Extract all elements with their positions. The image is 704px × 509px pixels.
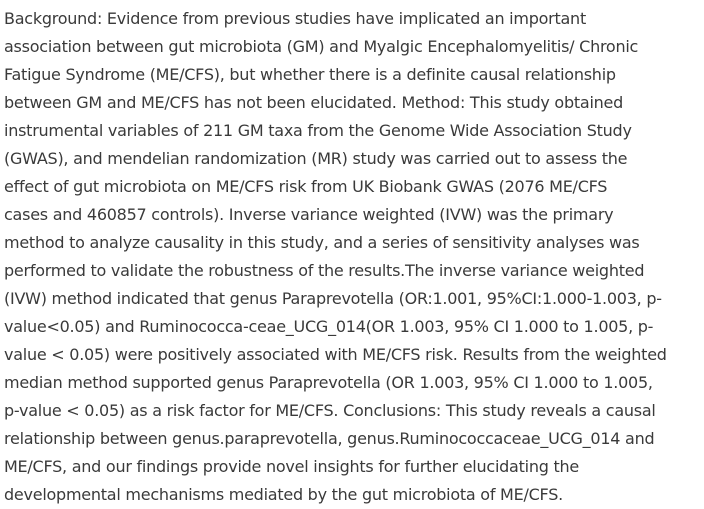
- abstract-line: value<0.05) and Ruminococca-ceae_UCG_014(OR 1.003, 95% CI 1.000 to 1.005, p-: [4, 317, 654, 336]
- abstract-line: association between gut microbiota (GM) and Myalgic Encephalomyelitis/ Chronic: [4, 37, 639, 56]
- abstract-line: performed to validate the robustness of the results.The inverse variance weighted: [4, 261, 645, 280]
- abstract-line: value < 0.05) were positively associated with ME/CFS risk. Results from the weighted: [4, 345, 667, 364]
- abstract-line: Background: Evidence from previous studies have implicated an important: [4, 9, 586, 28]
- abstract-line: (GWAS), and mendelian randomization (MR) study was carried out to assess the: [4, 149, 628, 168]
- abstract-line: median method supported genus Paraprevotella (OR 1.003, 95% CI 1.000 to 1.005,: [4, 373, 653, 392]
- abstract-text: [4, 5, 700, 509]
- abstract-line: cases and 460857 controls). Inverse variance weighted (IVW) was the primary: [4, 205, 614, 224]
- abstract-line: ME/CFS, and our findings provide novel insights for further elucidating the: [4, 457, 579, 476]
- abstract-line: method to analyze causality in this study, and a series of sensitivity analyses was: [4, 233, 640, 252]
- abstract-line: between GM and ME/CFS has not been elucidated. Method: This study obtained: [4, 93, 624, 112]
- abstract-line: relationship between genus.paraprevotella, genus.Ruminococcaceae_UCG_014 and: [4, 429, 655, 448]
- abstract-line: p-value < 0.05) as a risk factor for ME/CFS. Conclusions: This study reveals a causal: [4, 401, 656, 420]
- abstract-line: Fatigue Syndrome (ME/CFS), but whether there is a definite causal relationship: [4, 65, 616, 84]
- abstract-line: developmental mechanisms mediated by the gut microbiota of ME/CFS.: [4, 485, 563, 504]
- abstract-line: (IVW) method indicated that genus Paraprevotella (OR:1.001, 95%CI:1.000-1.003, p-: [4, 289, 662, 308]
- abstract-line: effect of gut microbiota on ME/CFS risk from UK Biobank GWAS (2076 ME/CFS: [4, 177, 608, 196]
- abstract-line: instrumental variables of 211 GM taxa from the Genome Wide Association Study: [4, 121, 632, 140]
